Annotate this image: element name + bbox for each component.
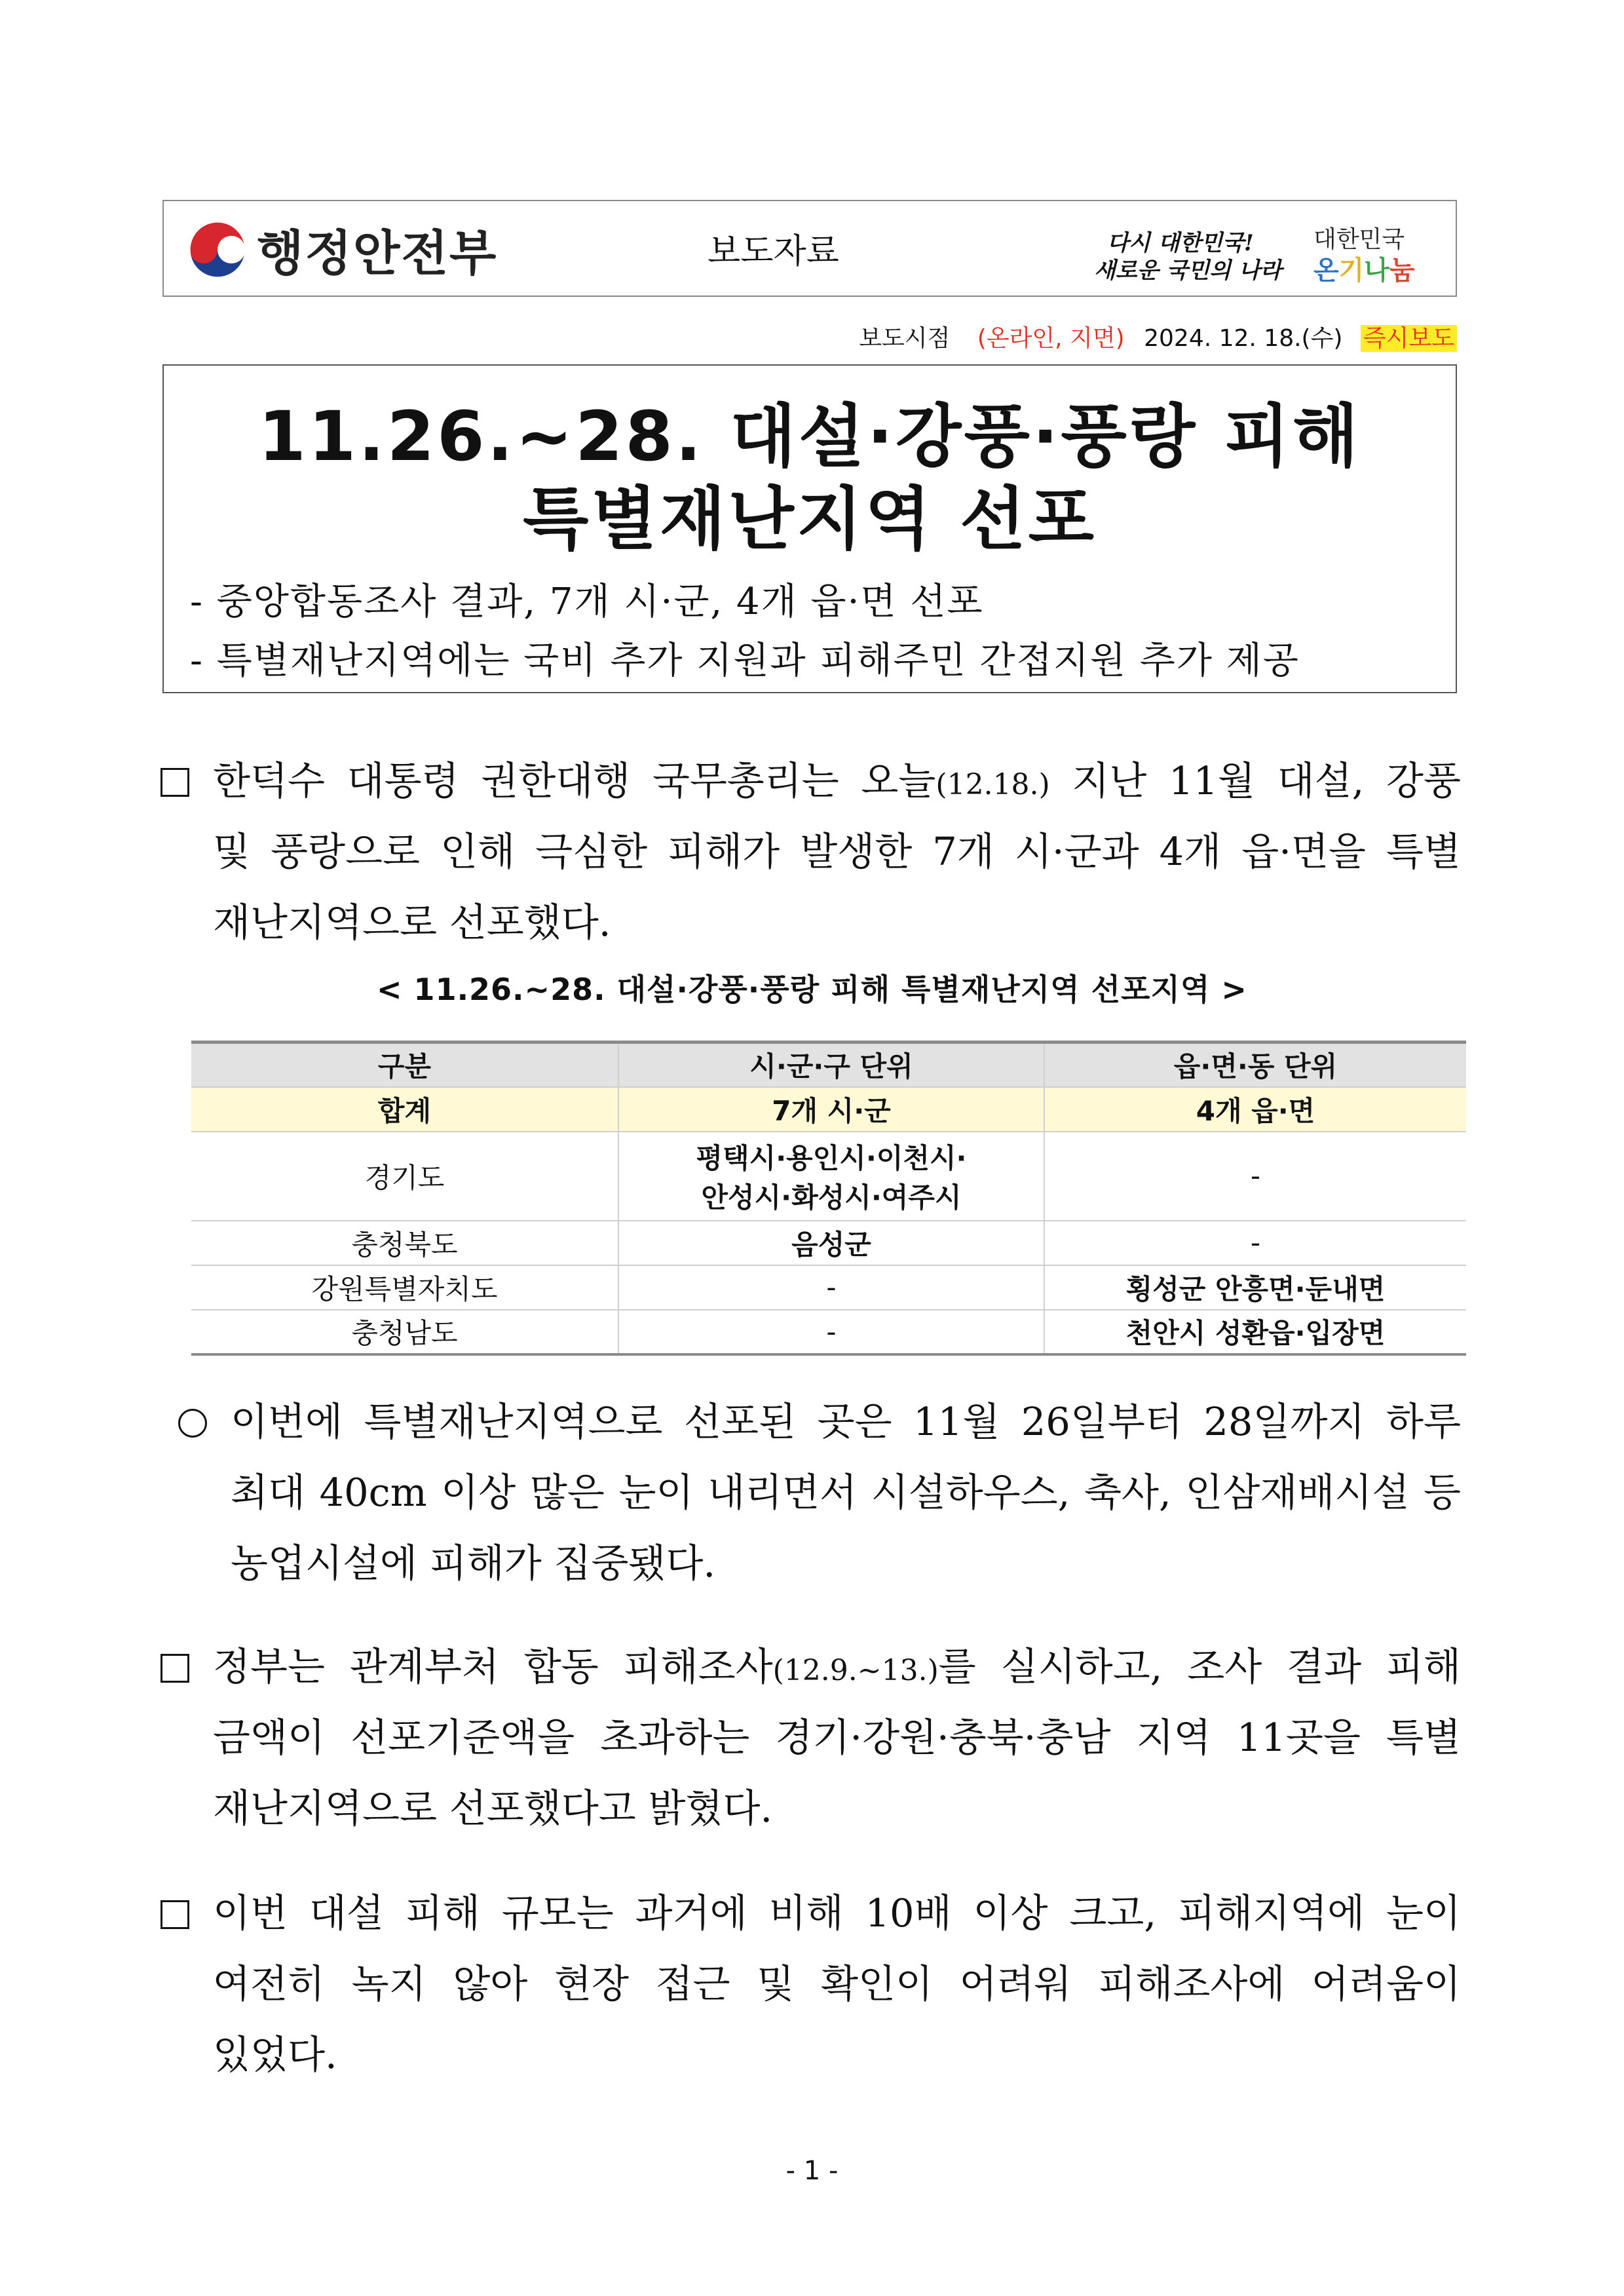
brand-char: 눔 [1389, 256, 1415, 286]
square-bullet-icon [161, 746, 200, 816]
table-cell: - [618, 1265, 1044, 1310]
square-bullet-icon [161, 1632, 200, 1702]
table-title: < 11.26.~28. 대설·강풍·풍랑 피해 특별재난지역 선포지역 > [377, 972, 1247, 1007]
para-text: 를 실시하고, 조사 결과 피해 [938, 1644, 1462, 1689]
table-cell [618, 1132, 1044, 1221]
release-date: 2024. 12. 18.(수) [1144, 325, 1343, 352]
table-row [191, 1221, 1466, 1265]
table-cell: 강원특별자치도 [191, 1265, 618, 1310]
ministry-logo [187, 220, 497, 280]
release-type: 보도자료 [708, 232, 839, 271]
brand-char: 기 [1338, 256, 1365, 286]
table-cell: - [1044, 1132, 1466, 1221]
release-immediate: 즉시보도 [1361, 325, 1457, 352]
table-row-total [191, 1087, 1466, 1132]
para-line: 이번에 특별재난지역으로 선포된 곳은 11월 26일부터 28일까지 하루 [231, 1399, 1461, 1444]
taegeuk-icon [187, 220, 248, 280]
brand-char: 온 [1313, 256, 1339, 286]
table-cell: 7개 시·군 [618, 1087, 1044, 1132]
table-row [191, 1265, 1466, 1310]
table-header: 구분 [191, 1043, 618, 1087]
subtitle-2: - 특별재난지역에는 국비 추가 지원과 피해주민 간접지원 추가 제공 [190, 640, 1300, 682]
brand-line1: 대한민국 [1313, 226, 1405, 253]
paragraph-1 [161, 746, 1461, 958]
table-cell: 횡성군 안흥면·둔내면 [1044, 1265, 1466, 1310]
table-cell: 경기도 [191, 1132, 618, 1221]
table-cell: 천안시 성환읍·입장면 [1044, 1310, 1466, 1354]
para-line [213, 746, 1461, 816]
release-label: 보도시점 [859, 325, 951, 352]
table-header: 시·군·구 단위 [618, 1043, 1044, 1087]
circle-bullet-icon [178, 1387, 217, 1457]
para-line [213, 1632, 1461, 1702]
table-cell: 충청남도 [191, 1310, 618, 1354]
table-cell: 4개 읍·면 [1044, 1087, 1466, 1132]
title-line2: 특별재난지역 선포 [523, 479, 1097, 559]
para-text: 정부는 관계부처 합동 피해조사 [213, 1644, 773, 1689]
table-cell: 합계 [191, 1087, 618, 1132]
para-text: 지난 11월 대설, 강풍 [1049, 758, 1462, 803]
title-line1: 11.26.~28. 대설·강풍·풍랑 피해 [258, 396, 1361, 476]
page-number: - 1 - [785, 2156, 839, 2186]
para-text: 한덕수 대통령 권한대행 국무총리는 오늘 [213, 758, 936, 803]
paragraph-2 [178, 1387, 1461, 1599]
para-text-small: (12.18.) [935, 768, 1050, 801]
table-cell: - [1044, 1221, 1466, 1265]
para-line: 있었다. [213, 2032, 337, 2077]
para-line: 및 풍랑으로 인해 극심한 피해가 발생한 7개 시·군과 4개 읍·면을 특별 [213, 829, 1461, 874]
paragraph-4 [161, 1878, 1461, 2090]
para-text-small: (12.9.~13.) [772, 1654, 939, 1687]
para-line: 이번 대설 피해 규모는 과거에 비해 10배 이상 크고, 피해지역에 눈이 [213, 1890, 1461, 1936]
release-line [859, 320, 1457, 353]
release-media: (온라인, 지면) [977, 325, 1125, 352]
brand-char: 나 [1364, 256, 1389, 286]
table-cell: 충청북도 [191, 1221, 618, 1265]
slogan-line1: 다시 대한민국! [1107, 230, 1254, 256]
subtitle-1: - 중앙합동조사 결과, 7개 시·군, 4개 읍·면 선포 [190, 581, 984, 623]
square-bullet-icon [161, 1878, 200, 1949]
region-table [191, 1041, 1466, 1356]
para-line: 여전히 녹지 않아 현장 접근 및 확인이 어려워 피해조사에 어려움이 [213, 1961, 1461, 2006]
para-line: 재난지역으로 선포했다고 밝혔다. [213, 1786, 773, 1831]
slogan [1094, 216, 1435, 284]
para-line: 금액이 선포기준액을 초과하는 경기·강원·충북·충남 지역 11곳을 특별 [213, 1715, 1461, 1760]
para-line: 농업시설에 피해가 집중됐다. [231, 1540, 716, 1586]
table-row [191, 1310, 1466, 1354]
cell-line: 평택시·용인시·이천시· [696, 1141, 967, 1174]
header-box [162, 200, 1457, 297]
slogan-line2: 새로운 국민의 나라 [1094, 258, 1282, 284]
table-header: 읍·면·동 단위 [1044, 1043, 1466, 1087]
paragraph-3 [161, 1632, 1461, 1844]
brand-line2 [1313, 250, 1415, 287]
para-line: 최대 40cm 이상 많은 눈이 내리면서 시설하우스, 축사, 인삼재배시설 등 [231, 1470, 1461, 1515]
table-cell: 음성군 [618, 1221, 1044, 1265]
table-cell: - [618, 1310, 1044, 1354]
ministry-name: 행정안전부 [257, 225, 498, 282]
cell-line: 안성시·화성시·여주시 [701, 1181, 962, 1214]
table-row [191, 1132, 1466, 1221]
title-box [162, 364, 1457, 693]
para-line: 재난지역으로 선포했다. [213, 900, 611, 945]
